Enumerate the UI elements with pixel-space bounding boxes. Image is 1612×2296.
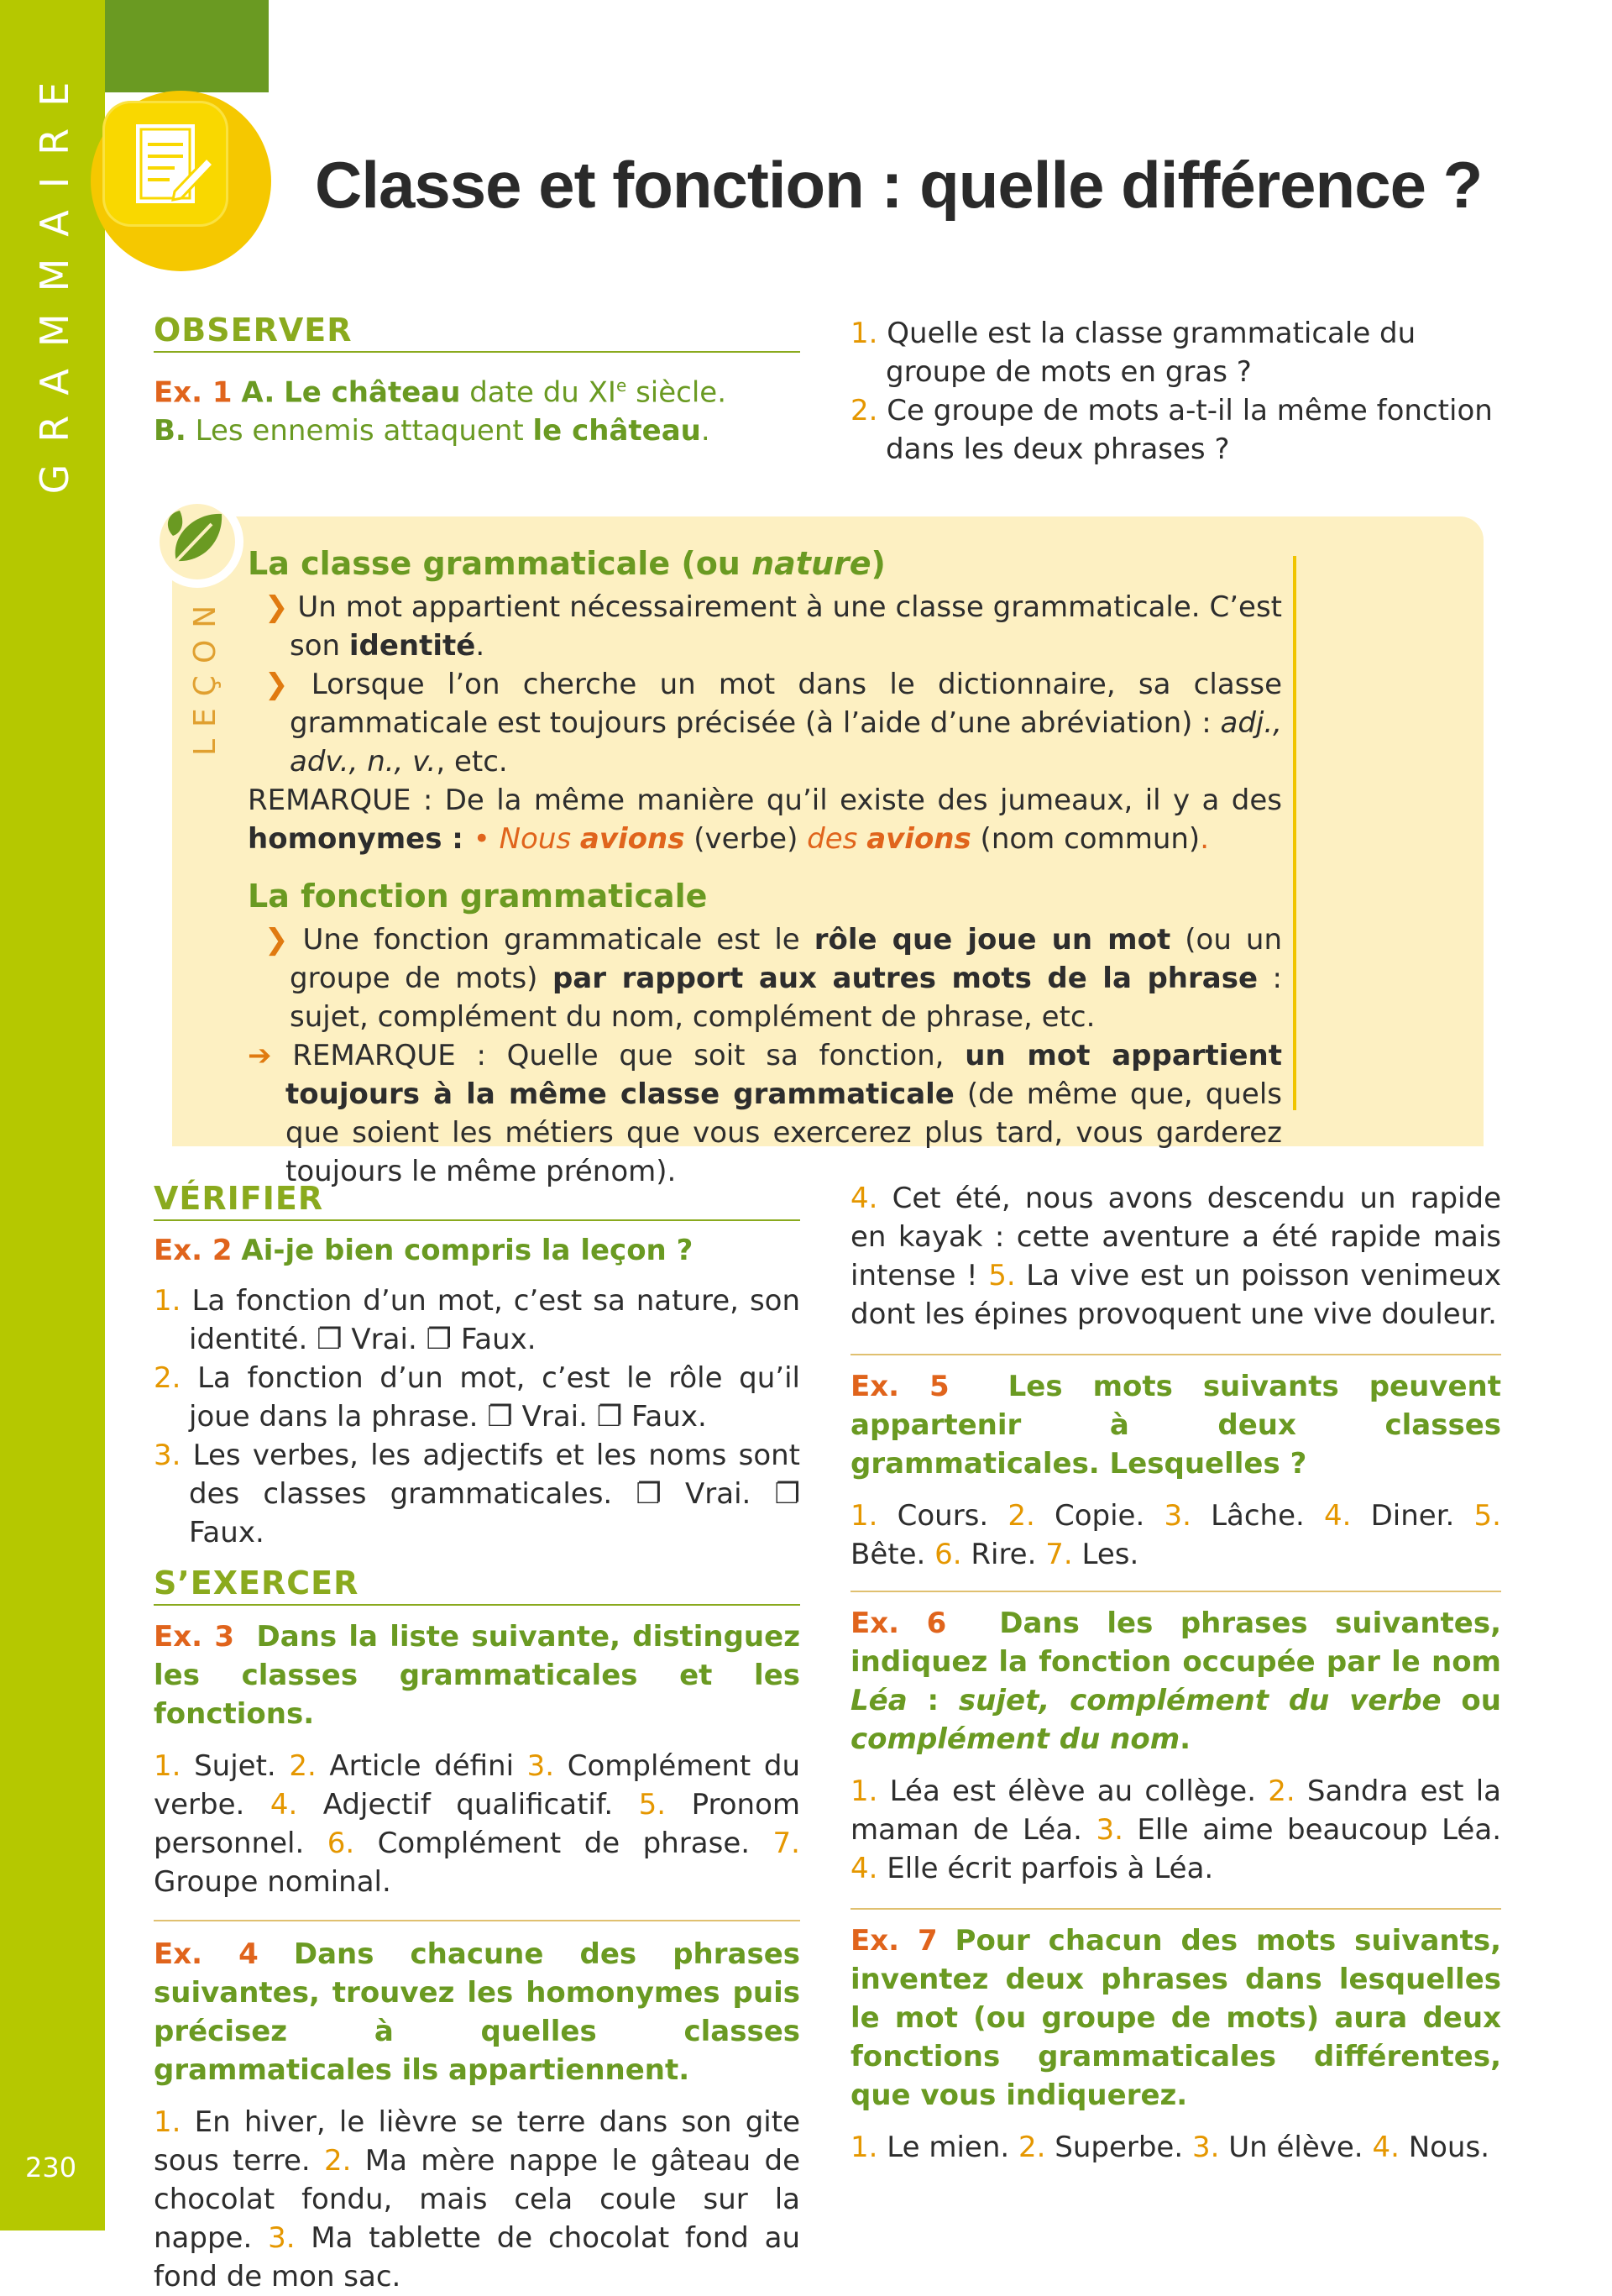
ex1-a-sup: e — [615, 375, 627, 396]
sidebar-label: GRAMMAIRE — [32, 60, 77, 495]
observer-section — [154, 311, 800, 450]
lesson-point-2: ❯ Lorsque l’on cherche un mot dans le dictionnaire, sa classe grammaticale est toujours précisée (à l’aide d’une abréviation) : adj., adv., n., v., etc. — [264, 668, 1283, 778]
ex4-heading: Ex. 4 Dans chacune des phrases suivantes, trouvez les homonymes puis précisez à quelles classes grammaticales ils appartiennent. — [154, 1937, 800, 2087]
ex2-list — [154, 1282, 800, 1552]
divider — [850, 1354, 1501, 1355]
header-accent — [105, 0, 269, 92]
ex7-heading: Ex. 7 Pour chacun des mots suivants, inventez deux phrases dans lesquelles le mot (ou groupe de mots) aura deux fonctions grammaticales différentes, que vous indiquerez. — [850, 1924, 1501, 2112]
ex1-a-end: siècle. — [626, 375, 727, 410]
ex1-b-end: . — [700, 414, 710, 448]
chevron-right-icon: ❯ — [264, 923, 289, 957]
verifier-title: VÉRIFIER — [154, 1179, 800, 1221]
observer-sentence-a — [154, 366, 800, 411]
ex6-heading: Ex. 6 Dans les phrases suivantes, indiquez la fonction occupée par le nom Léa : sujet, complément du verbe ou complément du nom. — [850, 1607, 1501, 1756]
ex4-list-part2: 4. Cet été, nous avons descendu un rapide en kayak : cette aventure a été rapide mais intense ! 5. La vive est un poisson venimeux dont les épines provoquent une vive douleur. — [850, 1182, 1502, 1331]
left-column — [154, 1179, 800, 2296]
divider — [850, 1908, 1501, 1910]
page-title: Classe et fonction : quelle différence ? — [315, 148, 1483, 222]
lesson-point-3: ❯ Une fonction grammaticale est le rôle que joue un mot (ou un groupe de mots) par rapport aux autres mots de la phrase : sujet, complément du nom, complément de phrase, etc. — [264, 923, 1283, 1034]
leaf-icon — [161, 502, 233, 574]
ex5-heading: Ex. 5 Les mots suivants peuvent appartenir à deux classes grammaticales. Lesquelles ? — [850, 1370, 1501, 1481]
chevron-right-icon: ❯ — [264, 668, 289, 701]
lesson-remark-1: REMARQUE : De la même manière qu’il existe des jumeaux, il y a des homonymes : • Nous avions (verbe) des avions (nom commun). — [248, 784, 1282, 856]
ex6-list: 1. Léa est élève au collège. 2. Sandra est la maman de Léa. 3. Elle aime beaucoup Léa. 4. Elle écrit parfois à Léa. — [850, 1774, 1501, 1885]
observer-q1: 1. Quelle est la classe grammaticale du groupe de mots en gras ? — [850, 317, 1416, 389]
divider — [154, 1920, 800, 1921]
observer-questions — [850, 314, 1501, 469]
lesson-content — [248, 544, 1282, 1191]
ex1-label: Ex. 1 — [154, 375, 233, 410]
list-item: 1. La fonction d’un mot, c’est sa nature, son identité. ❐ Vrai. ❐ Faux. — [154, 1284, 801, 1356]
lecon-label: LEÇON — [188, 593, 222, 756]
arrow-right-icon: ➔ — [248, 1039, 272, 1072]
sexercer-title: S’EXERCER — [154, 1564, 800, 1606]
lesson-rule — [1293, 556, 1296, 1110]
chevron-right-icon: ❯ — [264, 590, 289, 624]
ex3-heading: Ex. 3 Dans la liste suivante, distinguez les classes grammaticales et les fonctions. — [154, 1620, 800, 1731]
observer-q2: 2. Ce groupe de mots a-t-il la même fonction dans les deux phrases ? — [850, 394, 1493, 466]
lesson-heading-classe: La classe grammaticale (ou nature) — [248, 545, 886, 582]
list-item: 3. Les verbes, les adjectifs et les noms sont des classes grammaticales. ❐ Vrai. ❐ Faux. — [154, 1439, 800, 1549]
observer-sentence-b — [154, 411, 800, 450]
document-pencil-icon — [126, 118, 218, 218]
lesson-point-1: ❯ Un mot appartient nécessairement à une classe grammaticale. C’est son identité. — [264, 590, 1282, 663]
ex7-list: 1. Le mien. 2. Superbe. 3. Un élève. 4. Nous. — [850, 2131, 1490, 2164]
ex1-a-bold: Le château — [284, 375, 461, 410]
ex3-list: 1. Sujet. 2. Article défini 3. Complément du verbe. 4. Adjectif qualificatif. 5. Pronom personnel. 6. Complément de phrase. 7. Groupe nominal. — [154, 1749, 801, 1899]
list-item: 2. La fonction d’un mot, c’est le rôle qu’il joue dans la phrase. ❐ Vrai. ❐ Faux. — [154, 1361, 800, 1434]
ex1-b-bold: le château — [532, 414, 701, 448]
ex2-heading: Ex. 2 Ai-je bien compris la leçon ? — [154, 1234, 693, 1267]
divider — [850, 1591, 1501, 1592]
ex1-b-text: Les ennemis attaquent — [186, 414, 533, 448]
page-number: 230 — [25, 2152, 77, 2183]
lesson-remark-2: ➔ REMARQUE : Quelle que soit sa fonction, un mot appartient toujours à la même classe grammaticale (de même que, quels que soient les métiers que vous exercerez plus tard, vous garderez toujours le même prénom). — [248, 1039, 1283, 1188]
ex5-list: 1. Cours. 2. Copie. 3. Lâche. 4. Diner. 5. Bête. 6. Rire. 7. Les. — [850, 1499, 1501, 1571]
ex4-list-part1: 1. En hiver, le lièvre se terre dans son gite sous terre. 2. Ma mère nappe le gâteau de chocolat fondu, mais cela coule sur la nappe. 3. Ma tablette de chocolat fond au fond de mon sac. — [154, 2105, 800, 2293]
observer-title: OBSERVER — [154, 311, 800, 353]
ex1-a-letter: A. — [241, 375, 275, 410]
lesson-heading-fonction: La fonction grammaticale — [248, 878, 708, 915]
ex1-b-letter: B. — [154, 414, 186, 448]
right-column — [850, 1179, 1501, 2167]
ex1-a-text: date du XI — [460, 375, 616, 410]
